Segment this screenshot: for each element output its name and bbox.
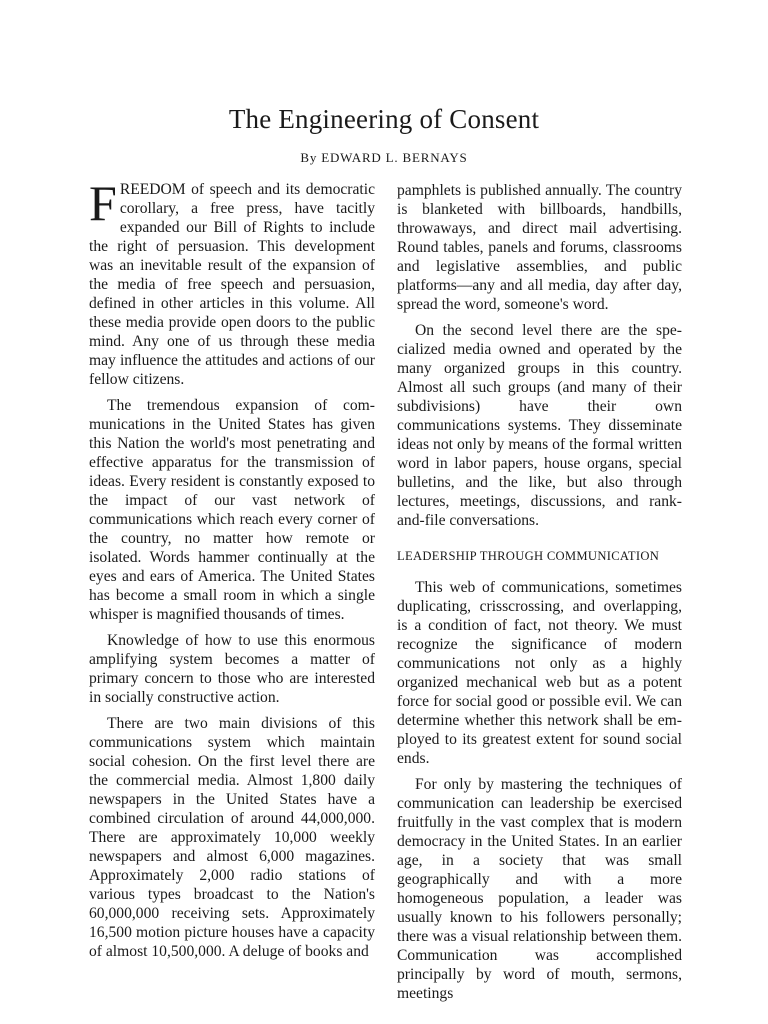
drop-cap: F	[89, 175, 117, 231]
paragraph: This web of communications, sometimes duplicating, crisscrossing, and overlapping, is a condition of fact, not theory. We must recognize the significance of modern communications not only as a highly organized mechanical web but as a potent force for social good or possible evil. We can determine whether this network shall be employed to its greatest extent for sound social ends.	[397, 579, 682, 767]
paragraph: There are two main divisions of this communications system which maintain social cohesion. On the first level there are the commercial media. Almost 1,800 daily newspapers in the United States have a combined circulation of around 44,000,000. There are approximately 10,000 weekly newspapers and almost 6,000 magazines. Approximately 2,000 radio stations of various types broadcast to the Nation's 60,000,000 receiving sets. Approximately 16,500 motion picture houses have a capacity of almost 10,500,000. A deluge of books and	[89, 715, 375, 960]
paragraph	[89, 175, 375, 389]
paragraph: The tremendous expansion of communications in the United States has given this Nation the world's most penetrating and effective apparatus for the transmission of ideas. Every resident is constantly exposed to the impact of our vast network of communications which reach every corner of the country, no matter how remote or isolated. Words hammer continually at the eyes and ears of America. The United States has become a small room in which a single whisper is magnified thousands of times.	[89, 397, 375, 623]
left-column	[89, 175, 375, 968]
section-heading: LEADERSHIP THROUGH COMMUNICATION	[397, 549, 660, 563]
page-title: The Engineering of Consent	[228, 104, 540, 134]
byline: By EDWARD L. BERNAYS	[300, 150, 468, 165]
paragraph: pamphlets is published annually. The country is blanketed with billboards, handbills, throwaways, and direct mail advertising. Round tables, panels and forums, classrooms and legislative assemblies, and public platforms—any and all media, day after day, spread the word, someone's word.	[397, 182, 682, 313]
right-column	[397, 181, 682, 1010]
paragraph: Knowledge of how to use this enormous amplifying system becomes a matter of primary concern to those who are interested in socially constructive action.	[89, 632, 375, 706]
paragraph: On the second level there are the specialized media owned and operated by the many organized groups in this country. Almost all such groups (and many of their subdivisions) have their own communications systems. They disseminate ideas not only by means of the formal written word in labor papers, house organs, special bulletins, and the like, but also through lectures, meetings, discussions, and rank-and-file conversations.	[397, 322, 682, 529]
paragraph: For only by mastering the techniques of communication can leadership be exercised fruitfully in the vast complex that is modern democracy in the United States. In an earlier age, in a society that was small geographically and with a more homogeneous population, a leader was usually known to his followers personally; there was a visual relationship between them. Communication was accomplished principally by word of mouth, sermons, meetings	[397, 776, 682, 1002]
paragraph-text: REEDOM of speech and its democratic corollary, a free press, have tacitly expanded our Bill of Rights to include the right of persuasion. This development was an inevitable result of the expansion of the media of free speech and persuasion, defined in other articles in this volume. All these media provide open doors to the public mind. Any one of us through these media may influence the attitudes and actions of our fellow citizens.	[89, 181, 375, 388]
